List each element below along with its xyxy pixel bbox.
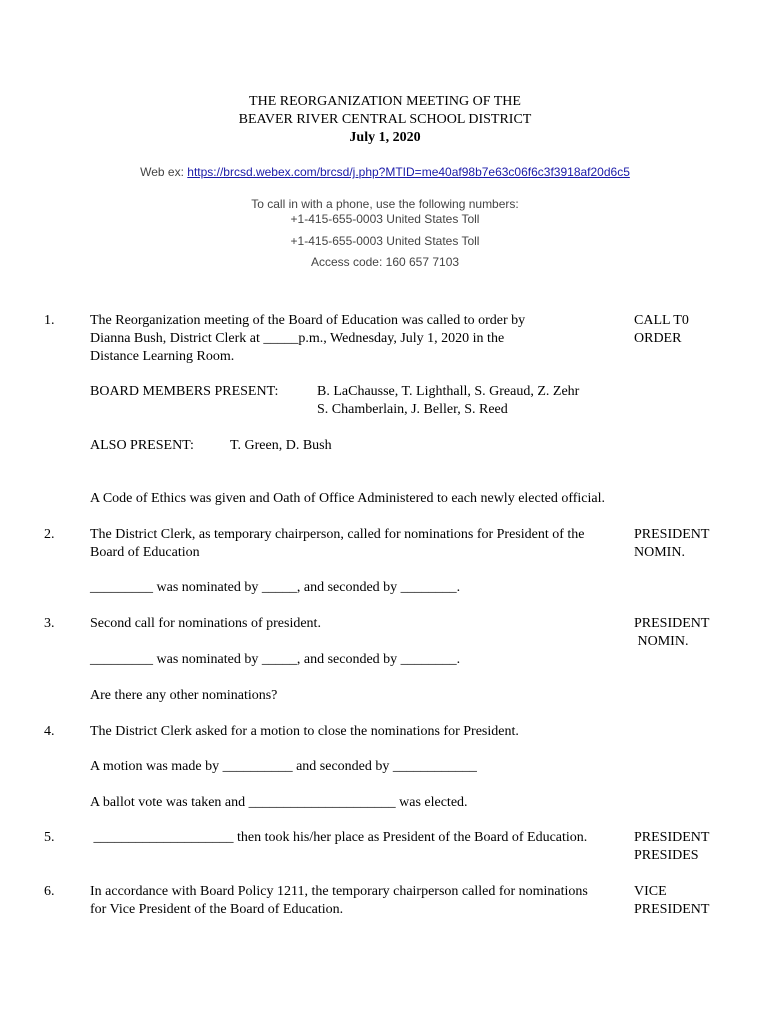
item-1-line-3: Distance Learning Room. — [90, 349, 235, 364]
item-5-number: 5. — [44, 830, 55, 845]
item-3-line-1: Second call for nominations of president. — [90, 616, 321, 631]
also-present-label: ALSO PRESENT: — [90, 438, 194, 453]
item-5-line-1: ____________________ then took his/her place as President of the Board of Education. — [90, 830, 588, 845]
webex-line — [0, 164, 770, 181]
item-1-side-2: ORDER — [634, 331, 682, 346]
item-4-ballot: A ballot vote was taken and _____________________ was elected. — [90, 795, 468, 810]
access-code: Access code: 160 657 7103 — [310, 255, 460, 269]
item-6-line-1: In accordance with Board Policy 1211, the temporary chairperson called for nominations — [90, 884, 588, 899]
phone-intro: To call in with a phone, use the following numbers: — [251, 197, 519, 211]
item-4-motion: A motion was made by __________ and seconded by ____________ — [90, 759, 477, 774]
item-3-side-1: PRESIDENT — [634, 616, 710, 631]
item-2-side-1: PRESIDENT — [634, 527, 710, 542]
item-3-side-2: NOMIN. — [634, 634, 689, 649]
title-line-1: THE REORGANIZATION MEETING OF THE — [249, 94, 521, 109]
meeting-date: July 1, 2020 — [349, 130, 421, 145]
item-5-side-1: PRESIDENT — [634, 830, 710, 845]
item-2-nomination: _________ was nominated by _____, and seconded by ________. — [90, 580, 461, 595]
item-3-other-nominations: Are there any other nominations? — [90, 688, 278, 703]
webex-label: Web ex: — [140, 165, 188, 179]
board-members-label: BOARD MEMBERS PRESENT: — [90, 384, 279, 399]
item-1-line-1: The Reorganization meeting of the Board of Education was called to order by — [90, 313, 526, 328]
item-6-line-2: for Vice President of the Board of Education. — [90, 902, 344, 917]
phone-number-1: +1-415-655-0003 United States Toll — [290, 212, 480, 226]
webex-link[interactable]: https://brcsd.webex.com/brcsd/j.php?MTID=me40af98b7e63c06f6c3f3918af20d6c5 — [187, 165, 630, 179]
also-present-names: T. Green, D. Bush — [230, 438, 332, 453]
item-1-number: 1. — [44, 313, 55, 328]
item-4-number: 4. — [44, 724, 55, 739]
item-1-line-2: Dianna Bush, District Clerk at _____p.m., Wednesday, July 1, 2020 in the — [90, 331, 505, 346]
item-6-side-2: PRESIDENT — [634, 902, 710, 917]
item-2-line-2: Board of Education — [90, 545, 200, 560]
phone-number-2: +1-415-655-0003 United States Toll — [290, 234, 480, 248]
code-of-ethics-text: A Code of Ethics was given and Oath of Office Administered to each newly elected official. — [90, 491, 605, 506]
item-3-nomination: _________ was nominated by _____, and seconded by ________. — [90, 652, 461, 667]
item-2-line-1: The District Clerk, as temporary chairperson, called for nominations for President of the — [90, 527, 585, 542]
title-line-2: BEAVER RIVER CENTRAL SCHOOL DISTRICT — [238, 112, 532, 127]
item-2-side-2: NOMIN. — [634, 545, 685, 560]
item-3-number: 3. — [44, 616, 55, 631]
item-1-side-1: CALL T0 — [634, 313, 689, 328]
item-4-line-1: The District Clerk asked for a motion to close the nominations for President. — [90, 724, 519, 739]
item-6-side-1: VICE — [634, 884, 667, 899]
item-2-number: 2. — [44, 527, 55, 542]
board-members-line-2: S. Chamberlain, J. Beller, S. Reed — [317, 402, 508, 417]
item-5-side-2: PRESIDES — [634, 848, 699, 863]
item-6-number: 6. — [44, 884, 55, 899]
board-members-line-1: B. LaChausse, T. Lighthall, S. Greaud, Z. Zehr — [317, 384, 580, 399]
